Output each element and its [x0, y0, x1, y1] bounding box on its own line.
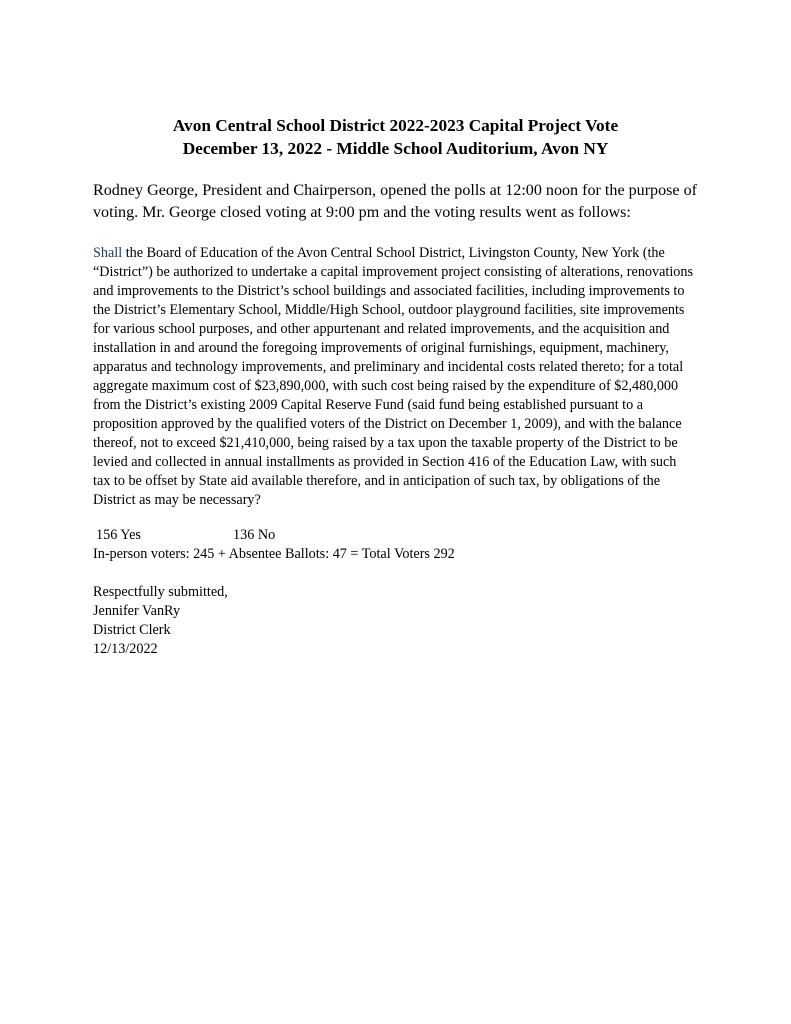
resolution-line: District as may be necessary?	[93, 492, 261, 508]
signature-name: Jennifer VanRy	[93, 603, 181, 619]
resolution-paragraph	[93, 244, 713, 510]
resolution-line: from the District’s existing 2009 Capital Reserve Fund (said fund being established pursuant to a	[93, 397, 644, 413]
signature-closing: Respectfully submitted,	[93, 584, 228, 600]
voter-totals: In-person voters: 245 + Absentee Ballots: 47 = Total Voters 292	[93, 546, 455, 562]
no-count: 136 No	[233, 527, 276, 543]
intro-paragraph	[93, 180, 713, 224]
resolution-line: and improvements to the District’s school buildings and associated facilities, including improvements to	[93, 283, 685, 299]
document-title	[0, 114, 791, 160]
yes-count: 156 Yes	[96, 527, 141, 543]
resolution-line: aggregate maximum cost of $23,890,000, with such cost being raised by the expenditure of $2,480,000	[93, 378, 679, 394]
signature-role: District Clerk	[93, 622, 171, 638]
resolution-line: tax to be offset by State aid available therefore, and in anticipation of such tax, by obligations of the	[93, 473, 661, 489]
vote-results	[93, 526, 455, 564]
resolution-line: the District’s Elementary School, Middle/High School, outdoor playground facilities, site improvements	[93, 302, 685, 318]
intro-line: voting. Mr. George closed voting at 9:00 pm and the voting results went as follows:	[93, 204, 631, 221]
resolution-line: apparatus and technology improvements, and preliminary and incidental costs related thereto; for a total	[93, 359, 684, 375]
resolution-line: levied and collected in annual installments as provided in Section 416 of the Education Law, with such	[93, 454, 677, 470]
resolution-line: thereof, not to exceed $21,410,000, being raised by a tax upon the taxable property of the District to be	[93, 435, 678, 451]
intro-line: Rodney George, President and Chairperson, opened the polls at 12:00 noon for the purpose of	[93, 182, 697, 199]
resolution-line: installation in and around the foregoing improvements of original furnishings, equipment, machinery,	[93, 340, 669, 356]
resolution-line: “District”) be authorized to undertake a capital improvement project consisting of alterations, renovations	[93, 264, 694, 280]
title-line-1: Avon Central School District 2022-2023 Capital Project Vote	[172, 116, 619, 135]
resolution-line	[93, 244, 713, 263]
resolution-first-word: Shall	[93, 245, 123, 261]
resolution-line: proposition approved by the qualified voters of the District on December 1, 2009), and with the balance	[93, 416, 682, 432]
title-line-2: December 13, 2022 - Middle School Auditorium, Avon NY	[182, 139, 609, 158]
signature-date: 12/13/2022	[93, 641, 158, 657]
resolution-line-text: the Board of Education of the Avon Central School District, Livingston County, New York (the	[122, 245, 665, 261]
vote-counts	[93, 526, 455, 545]
resolution-line: for various school purposes, and other appurtenant and related improvements, and the acquisition and	[93, 321, 670, 337]
signature-block	[93, 583, 228, 659]
